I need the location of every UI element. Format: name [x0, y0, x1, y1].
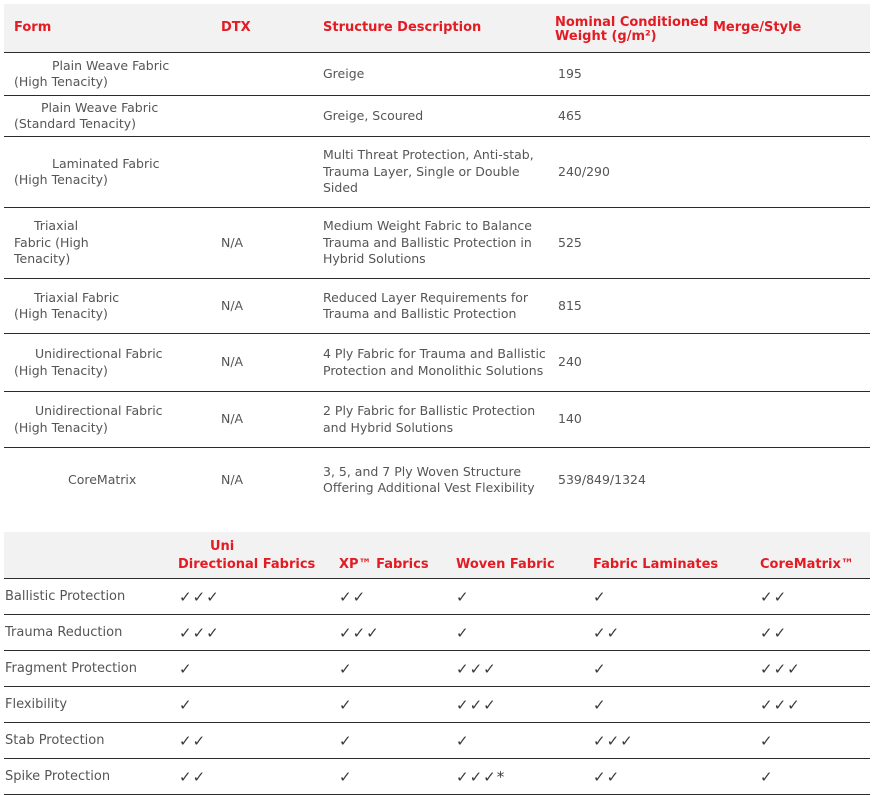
table-row [4, 686, 870, 722]
table-row [4, 278, 870, 333]
form-line1: Triaxial Fabric [34, 289, 120, 305]
dtx-cell: N/A [221, 471, 244, 487]
check-cell: ✓✓✓ [593, 731, 634, 750]
table-row [4, 333, 870, 391]
check-cell: ✓ [456, 623, 470, 642]
table-row [4, 95, 870, 136]
dtx-cell: N/A [221, 411, 244, 427]
check-cell: ✓ [593, 695, 607, 714]
form-line2: (High Tenacity) [14, 74, 108, 89]
row-label: Trauma Reduction [5, 625, 123, 640]
row-label: Stab Protection [5, 733, 105, 748]
merge-cell [713, 137, 863, 207]
structure-cell: Greige, Scoured [323, 107, 424, 123]
weight-cell: 140 [558, 411, 582, 427]
form-cell [14, 448, 204, 512]
check-cell: ✓✓ [339, 587, 367, 606]
form-line2: (Standard Tenacity) [14, 116, 137, 131]
table-row [4, 758, 870, 794]
check-cell: ✓✓✓ [760, 659, 801, 678]
form-line1: Unidirectional Fabric [35, 346, 163, 361]
form-line2: (High Tenacity) [14, 362, 108, 378]
header-uni-line1: Uni [210, 539, 235, 554]
table-row [4, 722, 870, 758]
check-cell: ✓✓✓ [456, 695, 497, 714]
form-cell [14, 392, 204, 447]
check-cell: ✓ [593, 587, 607, 606]
weight-cell: 525 [558, 234, 582, 250]
check-cell: ✓✓ [760, 587, 788, 606]
dtx-cell: N/A [221, 354, 244, 370]
table-row [4, 578, 870, 614]
form-cell [14, 96, 204, 136]
form-cell [14, 137, 204, 207]
dtx-cell [221, 96, 301, 136]
header-weight-line1: Nominal Conditioned [555, 15, 709, 30]
check-cell: ✓ [456, 731, 470, 750]
structure-cell: 4 Ply Fabric for Trauma and Ballistic Protection and Monolithic Solutions [323, 346, 546, 378]
table-row [4, 650, 870, 686]
form-line1: Laminated Fabric [52, 155, 160, 171]
form-cell [14, 208, 204, 278]
check-cell: ✓✓✓ [339, 623, 380, 642]
check-cell: ✓✓✓ [760, 695, 801, 714]
weight-cell: 465 [558, 107, 582, 123]
header-xp-fabrics: XP™ Fabrics [339, 557, 429, 572]
check-cell: ✓ [179, 695, 193, 714]
check-cell: ✓ [760, 767, 774, 786]
check-cell: ✓✓ [593, 623, 621, 642]
check-cell: ✓ [456, 587, 470, 606]
header-woven-fabric: Woven Fabric [456, 557, 555, 572]
check-cell: ✓✓ [760, 623, 788, 642]
check-cell: ✓✓✓ [179, 623, 220, 642]
form-line1: Triaxial [34, 218, 79, 234]
header-weight-line2: Weight (g/m²) [555, 29, 657, 44]
row-label: Spike Protection [5, 769, 111, 784]
row-label: Flexibility [5, 697, 68, 712]
form-line2: (High Tenacity) [14, 172, 108, 187]
header-uni-line2: Directional Fabrics [178, 557, 316, 572]
merge-cell [713, 96, 863, 136]
row-label: Fragment Protection [5, 661, 137, 676]
form-line1: CoreMatrix [68, 471, 137, 487]
table-row [4, 614, 870, 650]
check-cell: ✓ [339, 659, 353, 678]
merge-cell [713, 208, 863, 278]
structure-cell: Multi Threat Protection, Anti-stab, Trauma Layer, Single or Double Sided [323, 147, 534, 196]
header-dtx: DTX [221, 20, 251, 35]
check-cell: ✓✓✓* [456, 767, 506, 786]
check-cell: ✓✓ [179, 731, 207, 750]
check-cell: ✓ [760, 731, 774, 750]
protection-comparison-table [4, 532, 870, 795]
check-cell: ✓ [339, 695, 353, 714]
weight-cell: 240 [558, 354, 582, 370]
dtx-cell: N/A [221, 297, 244, 313]
form-line2: (High Tenacity) [14, 419, 108, 435]
row-label: Ballistic Protection [5, 589, 126, 604]
check-cell: ✓✓ [593, 767, 621, 786]
form-cell [14, 279, 204, 333]
table-header [4, 532, 870, 578]
merge-cell [713, 53, 863, 95]
form-line1: Plain Weave Fabric [52, 57, 170, 73]
header-fabric-laminates: Fabric Laminates [593, 557, 719, 572]
structure-cell: Medium Weight Fabric to Balance Trauma and Ballistic Protection in Hybrid Solutions [323, 218, 532, 267]
dtx-cell [221, 137, 301, 207]
check-cell: ✓✓ [179, 767, 207, 786]
table-row [4, 391, 870, 447]
form-line2: (High Tenacity) [14, 306, 108, 321]
form-line2: Fabric (High Tenacity) [14, 234, 89, 267]
structure-cell: 2 Ply Fabric for Ballistic Protection and Hybrid Solutions [323, 403, 536, 435]
check-cell: ✓ [339, 767, 353, 786]
form-line1: Unidirectional Fabric [35, 403, 163, 418]
dtx-cell: N/A [221, 234, 244, 250]
check-cell: ✓✓✓ [456, 659, 497, 678]
form-line1: Plain Weave Fabric [41, 99, 159, 115]
fabric-forms-table [4, 4, 870, 512]
table-row [4, 136, 870, 207]
check-cell: ✓ [593, 659, 607, 678]
header-structure: Structure Description [323, 20, 482, 35]
weight-cell: 195 [558, 65, 582, 81]
form-cell [14, 53, 204, 95]
check-cell: ✓✓✓ [179, 587, 220, 606]
weight-cell: 539/849/1324 [558, 471, 646, 487]
table-row [4, 447, 870, 512]
header-corematrix: CoreMatrix™ [760, 557, 854, 572]
header-merge: Merge/Style [713, 20, 802, 35]
dtx-cell [221, 53, 301, 95]
merge-cell [713, 334, 863, 391]
check-cell: ✓ [339, 731, 353, 750]
structure-cell: Greige [323, 65, 365, 81]
merge-cell [713, 279, 863, 333]
header-form: Form [14, 20, 52, 35]
merge-cell [713, 448, 863, 512]
table-row [4, 207, 870, 278]
structure-cell: Reduced Layer Requirements for Trauma and Ballistic Protection [323, 289, 529, 321]
weight-cell: 240/290 [558, 163, 610, 179]
table-header [4, 4, 870, 52]
check-cell: ✓ [179, 659, 193, 678]
table-row [4, 52, 870, 95]
weight-cell: 815 [558, 297, 582, 313]
structure-cell: 3, 5, and 7 Ply Woven Structure Offering Additional Vest Flexibility [323, 463, 535, 495]
merge-cell [713, 392, 863, 447]
form-cell [14, 334, 204, 391]
